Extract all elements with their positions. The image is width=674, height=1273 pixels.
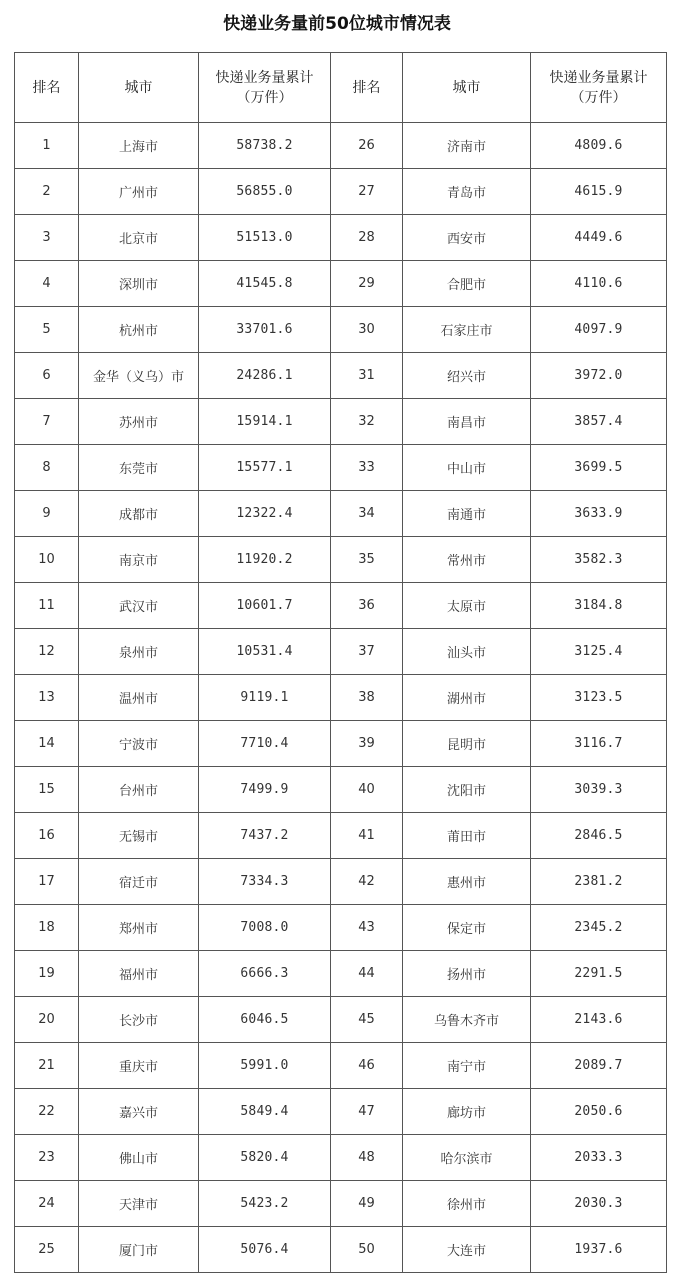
left-rank-cell: 8 bbox=[15, 445, 79, 491]
right-city-cell: 太原市 bbox=[403, 583, 531, 629]
left-rank-cell: 3 bbox=[15, 215, 79, 261]
right-rank-cell: 43 bbox=[331, 905, 403, 951]
left-city-cell: 金华（义乌）市 bbox=[79, 353, 199, 399]
right-city-cell: 湖州市 bbox=[403, 675, 531, 721]
left-city-cell: 重庆市 bbox=[79, 1043, 199, 1089]
right-volume-cell: 2050.6 bbox=[531, 1089, 667, 1135]
right-city-cell: 莆田市 bbox=[403, 813, 531, 859]
left-rank-cell: 14 bbox=[15, 721, 79, 767]
table-row bbox=[15, 629, 667, 675]
left-volume-cell: 7437.2 bbox=[199, 813, 331, 859]
left-city-cell: 台州市 bbox=[79, 767, 199, 813]
left-volume-cell: 5820.4 bbox=[199, 1135, 331, 1181]
right-rank-cell: 31 bbox=[331, 353, 403, 399]
left-city-cell: 嘉兴市 bbox=[79, 1089, 199, 1135]
right-rank-cell: 44 bbox=[331, 951, 403, 997]
right-volume-cell: 4809.6 bbox=[531, 123, 667, 169]
right-city-cell: 西安市 bbox=[403, 215, 531, 261]
left-volume-cell: 33701.6 bbox=[199, 307, 331, 353]
right-rank-cell: 37 bbox=[331, 629, 403, 675]
table-row bbox=[15, 997, 667, 1043]
right-rank-cell: 38 bbox=[331, 675, 403, 721]
left-rank-cell: 25 bbox=[15, 1227, 79, 1273]
left-volume-cell: 5076.4 bbox=[199, 1227, 331, 1273]
right-rank-cell: 40 bbox=[331, 767, 403, 813]
header-city-right: 城市 bbox=[403, 53, 531, 123]
right-rank-cell: 41 bbox=[331, 813, 403, 859]
left-city-cell: 佛山市 bbox=[79, 1135, 199, 1181]
right-city-cell: 哈尔滨市 bbox=[403, 1135, 531, 1181]
right-volume-cell: 1937.6 bbox=[531, 1227, 667, 1273]
right-volume-cell: 2143.6 bbox=[531, 997, 667, 1043]
left-volume-cell: 6666.3 bbox=[199, 951, 331, 997]
left-rank-cell: 6 bbox=[15, 353, 79, 399]
right-city-cell: 乌鲁木齐市 bbox=[403, 997, 531, 1043]
header-city: 城市 bbox=[79, 53, 199, 123]
right-volume-cell: 3125.4 bbox=[531, 629, 667, 675]
right-volume-cell: 3857.4 bbox=[531, 399, 667, 445]
left-city-cell: 宿迁市 bbox=[79, 859, 199, 905]
right-volume-cell: 2030.3 bbox=[531, 1181, 667, 1227]
left-rank-cell: 19 bbox=[15, 951, 79, 997]
right-volume-cell: 3972.0 bbox=[531, 353, 667, 399]
left-volume-cell: 7499.9 bbox=[199, 767, 331, 813]
left-volume-cell: 51513.0 bbox=[199, 215, 331, 261]
right-volume-cell: 2033.3 bbox=[531, 1135, 667, 1181]
right-volume-cell: 3039.3 bbox=[531, 767, 667, 813]
table-row bbox=[15, 905, 667, 951]
left-city-cell: 成都市 bbox=[79, 491, 199, 537]
right-city-cell: 南昌市 bbox=[403, 399, 531, 445]
table-row bbox=[15, 537, 667, 583]
right-rank-cell: 27 bbox=[331, 169, 403, 215]
table-row bbox=[15, 1089, 667, 1135]
right-rank-cell: 49 bbox=[331, 1181, 403, 1227]
right-rank-cell: 33 bbox=[331, 445, 403, 491]
table-row bbox=[15, 491, 667, 537]
table-row bbox=[15, 307, 667, 353]
right-city-cell: 昆明市 bbox=[403, 721, 531, 767]
table-row bbox=[15, 951, 667, 997]
left-rank-cell: 7 bbox=[15, 399, 79, 445]
left-volume-cell: 10531.4 bbox=[199, 629, 331, 675]
left-city-cell: 北京市 bbox=[79, 215, 199, 261]
right-rank-cell: 34 bbox=[331, 491, 403, 537]
left-rank-cell: 12 bbox=[15, 629, 79, 675]
table-row bbox=[15, 813, 667, 859]
right-rank-cell: 50 bbox=[331, 1227, 403, 1273]
left-volume-cell: 9119.1 bbox=[199, 675, 331, 721]
table-row bbox=[15, 1181, 667, 1227]
left-volume-cell: 7710.4 bbox=[199, 721, 331, 767]
table-row bbox=[15, 445, 667, 491]
right-rank-cell: 26 bbox=[331, 123, 403, 169]
right-volume-cell: 4097.9 bbox=[531, 307, 667, 353]
left-rank-cell: 11 bbox=[15, 583, 79, 629]
right-city-cell: 扬州市 bbox=[403, 951, 531, 997]
left-rank-cell: 10 bbox=[15, 537, 79, 583]
right-rank-cell: 29 bbox=[331, 261, 403, 307]
right-city-cell: 大连市 bbox=[403, 1227, 531, 1273]
left-volume-cell: 12322.4 bbox=[199, 491, 331, 537]
right-volume-cell: 4110.6 bbox=[531, 261, 667, 307]
right-city-cell: 徐州市 bbox=[403, 1181, 531, 1227]
city-volume-table bbox=[14, 52, 667, 1273]
right-city-cell: 南宁市 bbox=[403, 1043, 531, 1089]
right-city-cell: 汕头市 bbox=[403, 629, 531, 675]
header-volume-right bbox=[531, 53, 667, 123]
right-rank-cell: 46 bbox=[331, 1043, 403, 1089]
left-rank-cell: 5 bbox=[15, 307, 79, 353]
right-rank-cell: 39 bbox=[331, 721, 403, 767]
left-volume-cell: 15577.1 bbox=[199, 445, 331, 491]
right-city-cell: 沈阳市 bbox=[403, 767, 531, 813]
right-volume-cell: 3699.5 bbox=[531, 445, 667, 491]
left-rank-cell: 17 bbox=[15, 859, 79, 905]
table-row bbox=[15, 675, 667, 721]
left-volume-cell: 5423.2 bbox=[199, 1181, 331, 1227]
table-row bbox=[15, 169, 667, 215]
table-row bbox=[15, 721, 667, 767]
right-volume-cell: 2345.2 bbox=[531, 905, 667, 951]
header-rank: 排名 bbox=[15, 53, 79, 123]
right-rank-cell: 47 bbox=[331, 1089, 403, 1135]
left-city-cell: 长沙市 bbox=[79, 997, 199, 1043]
right-volume-cell: 2089.7 bbox=[531, 1043, 667, 1089]
left-city-cell: 武汉市 bbox=[79, 583, 199, 629]
right-rank-cell: 42 bbox=[331, 859, 403, 905]
left-volume-cell: 24286.1 bbox=[199, 353, 331, 399]
page-title: 快递业务量前50位城市情况表 bbox=[223, 14, 451, 34]
left-rank-cell: 1 bbox=[15, 123, 79, 169]
left-city-cell: 苏州市 bbox=[79, 399, 199, 445]
table-row bbox=[15, 123, 667, 169]
left-rank-cell: 21 bbox=[15, 1043, 79, 1089]
left-city-cell: 泉州市 bbox=[79, 629, 199, 675]
right-volume-cell: 3633.9 bbox=[531, 491, 667, 537]
right-rank-cell: 28 bbox=[331, 215, 403, 261]
left-city-cell: 天津市 bbox=[79, 1181, 199, 1227]
left-rank-cell: 2 bbox=[15, 169, 79, 215]
header-volume-unit: （万件） bbox=[236, 89, 293, 106]
left-city-cell: 深圳市 bbox=[79, 261, 199, 307]
right-volume-cell: 4615.9 bbox=[531, 169, 667, 215]
left-city-cell: 杭州市 bbox=[79, 307, 199, 353]
right-volume-cell: 4449.6 bbox=[531, 215, 667, 261]
right-volume-cell: 3123.5 bbox=[531, 675, 667, 721]
header-rank-right: 排名 bbox=[331, 53, 403, 123]
right-city-cell: 中山市 bbox=[403, 445, 531, 491]
right-volume-cell: 2291.5 bbox=[531, 951, 667, 997]
left-rank-cell: 20 bbox=[15, 997, 79, 1043]
right-volume-cell: 3582.3 bbox=[531, 537, 667, 583]
right-city-cell: 济南市 bbox=[403, 123, 531, 169]
table-row bbox=[15, 353, 667, 399]
left-rank-cell: 23 bbox=[15, 1135, 79, 1181]
header-volume-label: 快递业务量累计 bbox=[215, 69, 314, 86]
left-city-cell: 宁波市 bbox=[79, 721, 199, 767]
left-rank-cell: 4 bbox=[15, 261, 79, 307]
left-volume-cell: 7334.3 bbox=[199, 859, 331, 905]
right-rank-cell: 36 bbox=[331, 583, 403, 629]
left-city-cell: 温州市 bbox=[79, 675, 199, 721]
left-volume-cell: 5849.4 bbox=[199, 1089, 331, 1135]
right-city-cell: 常州市 bbox=[403, 537, 531, 583]
left-volume-cell: 56855.0 bbox=[199, 169, 331, 215]
header-volume-unit-right: （万件） bbox=[570, 89, 627, 106]
right-rank-cell: 45 bbox=[331, 997, 403, 1043]
left-rank-cell: 13 bbox=[15, 675, 79, 721]
left-city-cell: 东莞市 bbox=[79, 445, 199, 491]
left-volume-cell: 41545.8 bbox=[199, 261, 331, 307]
left-city-cell: 郑州市 bbox=[79, 905, 199, 951]
left-volume-cell: 10601.7 bbox=[199, 583, 331, 629]
table-row bbox=[15, 1043, 667, 1089]
left-rank-cell: 16 bbox=[15, 813, 79, 859]
right-city-cell: 惠州市 bbox=[403, 859, 531, 905]
left-rank-cell: 18 bbox=[15, 905, 79, 951]
left-city-cell: 上海市 bbox=[79, 123, 199, 169]
table-row bbox=[15, 1135, 667, 1181]
right-city-cell: 石家庄市 bbox=[403, 307, 531, 353]
left-rank-cell: 9 bbox=[15, 491, 79, 537]
right-volume-cell: 3184.8 bbox=[531, 583, 667, 629]
table-row bbox=[15, 583, 667, 629]
right-city-cell: 合肥市 bbox=[403, 261, 531, 307]
right-city-cell: 廊坊市 bbox=[403, 1089, 531, 1135]
right-rank-cell: 35 bbox=[331, 537, 403, 583]
right-rank-cell: 30 bbox=[331, 307, 403, 353]
left-volume-cell: 7008.0 bbox=[199, 905, 331, 951]
left-city-cell: 福州市 bbox=[79, 951, 199, 997]
header-volume bbox=[199, 53, 331, 123]
left-rank-cell: 15 bbox=[15, 767, 79, 813]
table-row bbox=[15, 261, 667, 307]
table-row bbox=[15, 767, 667, 813]
table-row bbox=[15, 399, 667, 445]
right-city-cell: 青岛市 bbox=[403, 169, 531, 215]
left-volume-cell: 11920.2 bbox=[199, 537, 331, 583]
left-volume-cell: 5991.0 bbox=[199, 1043, 331, 1089]
right-city-cell: 南通市 bbox=[403, 491, 531, 537]
table-row bbox=[15, 215, 667, 261]
header-row bbox=[15, 53, 667, 123]
right-city-cell: 绍兴市 bbox=[403, 353, 531, 399]
right-volume-cell: 2846.5 bbox=[531, 813, 667, 859]
left-city-cell: 厦门市 bbox=[79, 1227, 199, 1273]
left-rank-cell: 22 bbox=[15, 1089, 79, 1135]
left-city-cell: 无锡市 bbox=[79, 813, 199, 859]
right-rank-cell: 32 bbox=[331, 399, 403, 445]
table-row bbox=[15, 859, 667, 905]
left-volume-cell: 6046.5 bbox=[199, 997, 331, 1043]
right-rank-cell: 48 bbox=[331, 1135, 403, 1181]
left-volume-cell: 15914.1 bbox=[199, 399, 331, 445]
left-volume-cell: 58738.2 bbox=[199, 123, 331, 169]
left-rank-cell: 24 bbox=[15, 1181, 79, 1227]
left-city-cell: 南京市 bbox=[79, 537, 199, 583]
left-city-cell: 广州市 bbox=[79, 169, 199, 215]
header-volume-label-right: 快递业务量累计 bbox=[549, 69, 648, 86]
table-row bbox=[15, 1227, 667, 1273]
right-volume-cell: 2381.2 bbox=[531, 859, 667, 905]
right-city-cell: 保定市 bbox=[403, 905, 531, 951]
table-body bbox=[15, 123, 667, 1273]
right-volume-cell: 3116.7 bbox=[531, 721, 667, 767]
